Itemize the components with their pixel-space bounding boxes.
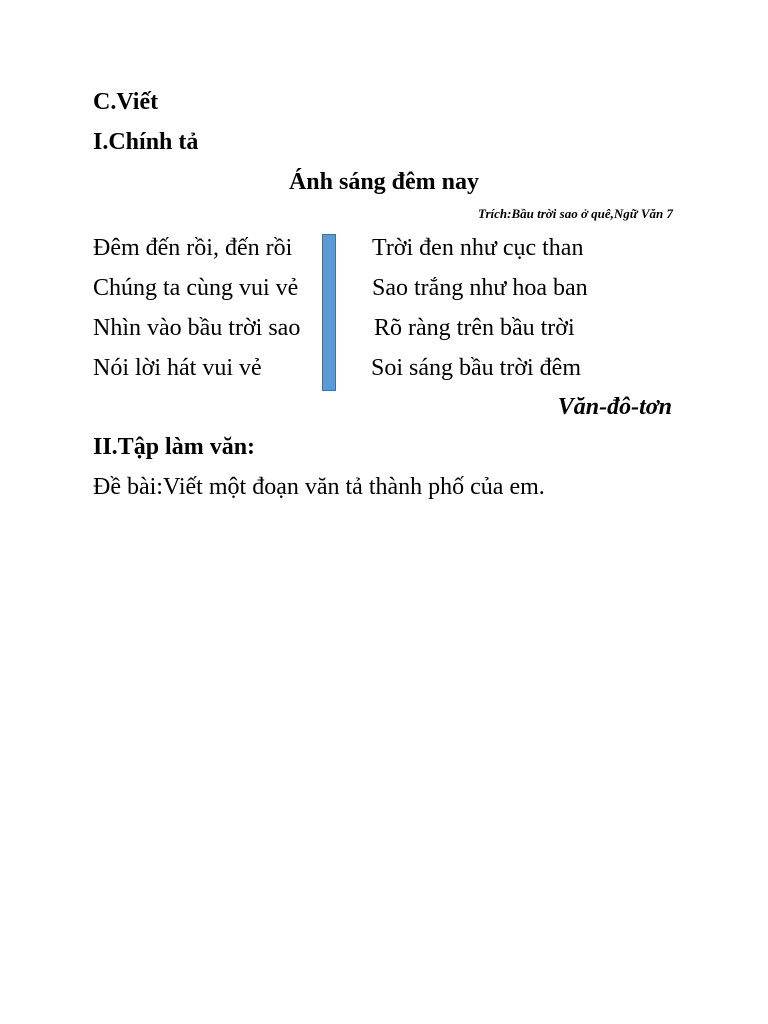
poem-right-line-2: Sao trắng như hoa ban (372, 275, 588, 301)
poem-left-line-3: Nhìn vào bầu trời sao (93, 315, 301, 341)
poem-author: Văn-đô-tơn (557, 394, 672, 420)
section-heading-viet: C.Viết (93, 89, 159, 115)
poem-source: Trích:Bầu trời sao ở quê,Ngữ Văn 7 (478, 206, 673, 221)
poem-column-divider (322, 234, 336, 391)
poem-left-line-2: Chúng ta cùng vui vẻ (93, 275, 299, 301)
poem-right-line-4: Soi sáng bầu trời đêm (371, 355, 581, 381)
section-heading-tap-lam-van: II.Tập làm văn: (93, 434, 256, 460)
poem-left-line-4: Nói lời hát vui vẻ (93, 355, 262, 381)
assignment-prompt: Đề bài:Viết một đoạn văn tả thành phố của em. (93, 474, 545, 500)
poem-right-line-3: Rõ ràng trên bầu trời (374, 315, 575, 341)
poem-left-line-1: Đêm đến rồi, đến rồi (93, 235, 293, 261)
poem-title: Ánh sáng đêm nay (288, 169, 480, 195)
poem-right-line-1: Trời đen như cục than (372, 235, 584, 261)
subsection-heading-chinh-ta: I.Chính tả (93, 129, 199, 155)
